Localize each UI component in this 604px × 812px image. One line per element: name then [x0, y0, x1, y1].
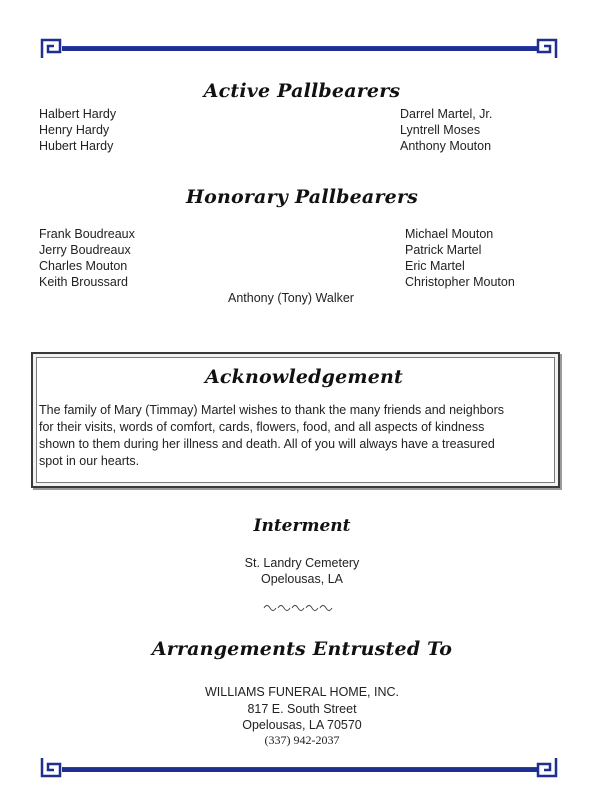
acknowledgement-title: Acknowledgement	[204, 366, 404, 388]
acknowledgement-box	[31, 352, 560, 488]
honorary-pallbearer-name: Christopher Mouton	[405, 275, 515, 289]
flourish-divider-icon	[262, 602, 334, 612]
acknowledgement-line: for their visits, words of comfort, cards, flowers, food, and all aspects of kindness	[39, 420, 485, 434]
pallbearer-name: Anthony Mouton	[400, 139, 492, 153]
acknowledgement-line: The family of Mary (Timmay) Martel wishes to thank the many friends and neighbors	[39, 403, 504, 417]
arrangements-title: Arrangements Entrusted To	[151, 638, 453, 660]
honorary-pallbearer-name: Anthony (Tony) Walker	[228, 291, 354, 305]
pallbearer-name: Henry Hardy	[39, 123, 110, 137]
funeral-home-city: Opelousas, LA 70570	[242, 718, 362, 732]
honorary-pallbearer-name: Frank Boudreaux	[39, 227, 135, 241]
acknowledgement-line: shown to them during her illness and death. All of you will always have a treasured	[39, 437, 495, 451]
funeral-home-name: WILLIAMS FUNERAL HOME, INC.	[204, 685, 399, 699]
acknowledgement-text	[39, 402, 551, 470]
honorary-pallbearers-title: Honorary Pallbearers	[185, 186, 419, 208]
top-border-line	[62, 46, 537, 51]
interment-title: Interment	[253, 516, 351, 536]
greek-key-corner-icon	[40, 756, 62, 778]
honorary-pallbearer-name: Michael Mouton	[405, 227, 494, 241]
honorary-pallbearer-name: Jerry Boudreaux	[39, 243, 131, 257]
honorary-pallbearer-name: Patrick Martel	[405, 243, 482, 257]
pallbearer-name: Halbert Hardy	[39, 107, 117, 121]
greek-key-corner-icon	[536, 756, 558, 778]
pallbearer-name: Lyntrell Moses	[400, 123, 481, 137]
interment-place: St. Landry Cemetery	[244, 556, 360, 570]
bottom-border-line	[62, 767, 537, 772]
pallbearer-name: Hubert Hardy	[39, 139, 114, 153]
greek-key-corner-icon	[536, 38, 558, 60]
honorary-pallbearer-name: Charles Mouton	[39, 259, 128, 273]
greek-key-corner-icon	[40, 38, 62, 60]
pallbearer-name: Darrel Martel, Jr.	[400, 107, 493, 121]
honorary-pallbearer-name: Eric Martel	[405, 259, 465, 273]
funeral-home-phone: (337) 942-2037	[264, 733, 340, 747]
acknowledgement-line: spot in our hearts.	[39, 454, 140, 468]
funeral-home-street: 817 E. South Street	[247, 702, 357, 716]
interment-city: Opelousas, LA	[261, 572, 343, 586]
active-pallbearers-title: Active Pallbearers	[203, 80, 401, 102]
honorary-pallbearer-name: Keith Broussard	[39, 275, 128, 289]
